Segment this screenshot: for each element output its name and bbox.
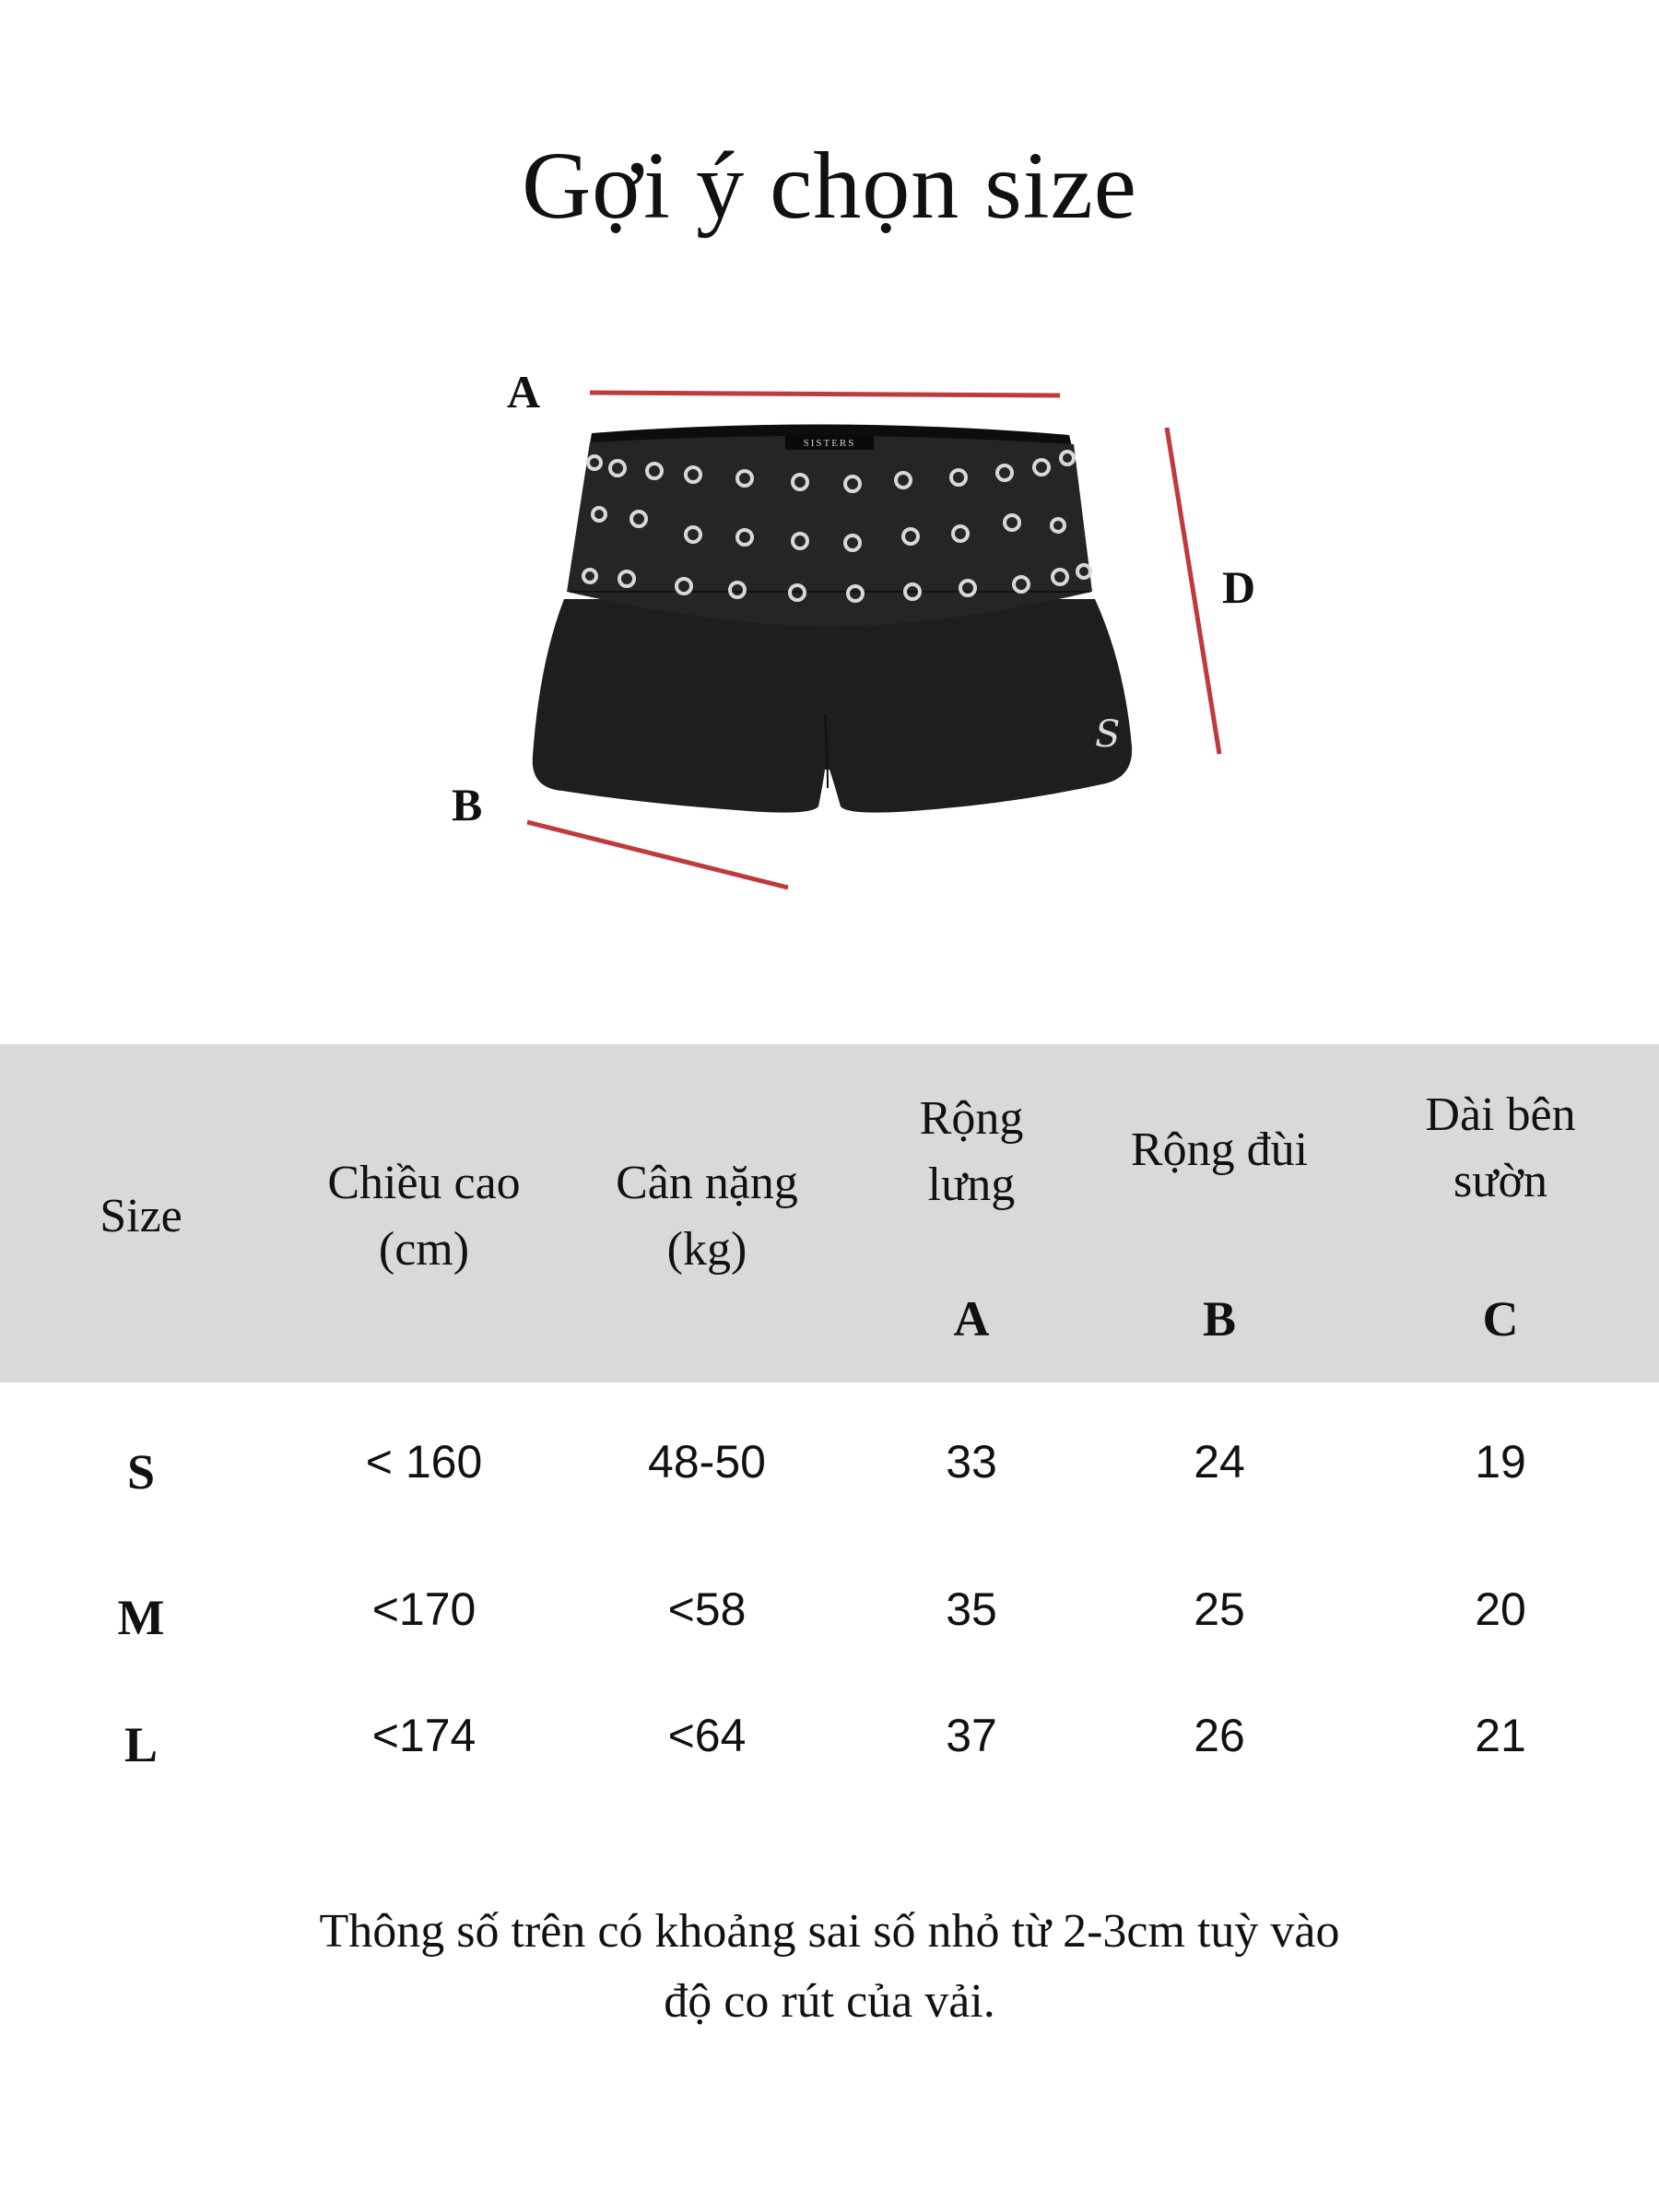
cell-height: < 160 (365, 1436, 483, 1488)
cell-a: 35 (946, 1583, 997, 1635)
header-side-length: Dài bên sườn (1425, 1088, 1576, 1207)
cell-a: 37 (946, 1710, 997, 1761)
row-size: L (124, 1717, 159, 1772)
logo-icon: S (1095, 713, 1121, 756)
cell-weight: <64 (667, 1710, 747, 1761)
cell-a: 33 (946, 1436, 997, 1488)
cell-weight: <58 (667, 1583, 747, 1635)
header-letter-b: B (1202, 1291, 1237, 1347)
header-thigh: Rộng đùi (1130, 1124, 1309, 1176)
cell-height: <170 (371, 1583, 477, 1635)
tolerance-note: Thông số trên có khoảng sai số nhỏ từ 2-3cm tuỳ vào độ co rút của vải. (319, 1905, 1340, 2028)
measure-line-d (1167, 428, 1219, 754)
shorts-illustration (0, 350, 1659, 922)
cell-b: 26 (1194, 1710, 1245, 1761)
row-size: M (117, 1590, 165, 1645)
page-title: Gợi ý chọn size (522, 133, 1137, 239)
cell-c: 21 (1475, 1710, 1526, 1761)
label-a: A (507, 366, 541, 418)
cell-weight: 48-50 (648, 1436, 766, 1488)
measurement-diagram (0, 350, 1659, 922)
row-size: S (126, 1444, 156, 1500)
shorts-body (533, 599, 1132, 813)
measure-line-b (527, 822, 788, 888)
cell-b: 24 (1194, 1436, 1245, 1488)
cell-c: 19 (1475, 1436, 1526, 1488)
brand-tag: SISTERS (803, 438, 856, 449)
label-d: D (1222, 561, 1256, 613)
header-letter-a: A (953, 1291, 990, 1347)
header-size: Size (100, 1190, 182, 1242)
header-height: Chiều cao (cm) (327, 1157, 521, 1276)
header-letter-c: C (1482, 1291, 1519, 1347)
label-b: B (452, 779, 483, 830)
cell-b: 25 (1194, 1583, 1245, 1635)
measure-line-a (590, 393, 1060, 395)
header-waist: Rộng lưng (919, 1092, 1024, 1211)
cell-c: 20 (1475, 1583, 1526, 1635)
size-table-header (0, 1044, 1659, 1382)
header-weight: Cân nặng (kg) (616, 1157, 798, 1276)
cell-height: <174 (371, 1710, 477, 1761)
